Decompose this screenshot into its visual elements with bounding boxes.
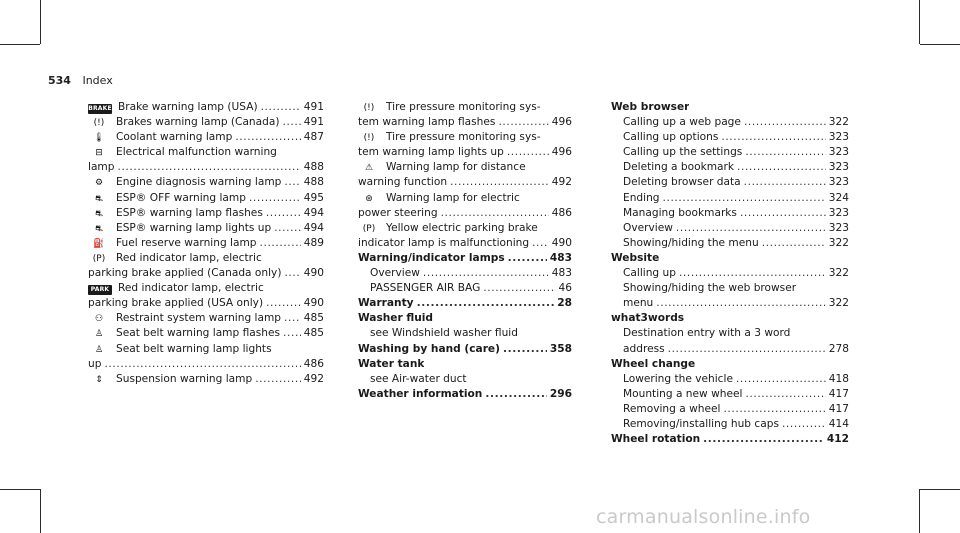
page-reference[interactable]: 358 (549, 342, 572, 355)
index-entry[interactable] (88, 326, 324, 341)
entry-label: Suspension warning lamp (116, 372, 253, 385)
index-entry-continuation (88, 160, 324, 175)
entry-label: Wheel rotation (611, 433, 701, 446)
index-entry[interactable] (611, 266, 849, 281)
dot-leader (782, 417, 826, 432)
dot-leader (284, 266, 300, 281)
tire-pressure-icon: (!) (363, 103, 375, 113)
restraint-icon: ⚇ (94, 314, 104, 325)
index-entry[interactable] (611, 100, 849, 115)
index-entry[interactable] (358, 251, 572, 266)
page-reference[interactable]: 323 (828, 161, 849, 174)
page-reference[interactable]: 496 (551, 116, 572, 129)
dot-leader (740, 206, 826, 221)
tire-pressure-icon: (!) (363, 133, 375, 144)
entry-label: parking brake applied (Canada only) (88, 267, 282, 280)
index-entry-continuation (611, 342, 849, 357)
index-entry-continuation (358, 175, 572, 190)
section-title: Index (82, 74, 113, 87)
crop-mark (920, 44, 960, 45)
index-entry[interactable] (88, 311, 324, 326)
page-reference[interactable]: 492 (303, 372, 324, 385)
watermark: carmanualsonline.info (596, 506, 811, 528)
dot-leader (762, 236, 826, 251)
index-column-1 (88, 100, 324, 387)
index-entry[interactable] (358, 311, 572, 326)
entry-label: Warning lamp for distance (386, 161, 526, 174)
seat-belt-icon: ♙ (94, 329, 104, 340)
index-entry[interactable] (611, 357, 849, 372)
index-entry-continuation (358, 206, 572, 221)
dot-leader (284, 311, 301, 326)
entry-label: Red indicator lamp, electric (118, 282, 264, 295)
entry-label: Calling up options (623, 131, 719, 144)
crop-mark (919, 0, 920, 44)
index-entry[interactable] (611, 191, 849, 206)
index-entry[interactable] (358, 160, 572, 175)
page-reference[interactable]: 491 (303, 116, 324, 129)
entry-label: Washer fluid (358, 312, 434, 325)
page-reference[interactable]: 496 (551, 146, 572, 159)
index-entry[interactable] (358, 372, 572, 387)
page-reference[interactable]: 489 (303, 236, 324, 249)
page-reference[interactable]: 278 (828, 342, 849, 355)
index-entry[interactable] (611, 281, 849, 296)
index-entry[interactable] (611, 206, 849, 221)
page-reference[interactable]: 488 (303, 176, 324, 189)
index-entry[interactable] (611, 251, 849, 266)
entry-label: see Windshield washer fluid (370, 327, 518, 340)
index-entry[interactable] (358, 191, 572, 206)
entry-label: Removing a wheel (623, 402, 721, 415)
index-entry[interactable] (611, 175, 849, 190)
dot-leader (450, 175, 549, 190)
page-reference[interactable]: 485 (303, 312, 324, 325)
dot-leader (745, 387, 825, 402)
page-reference[interactable]: 323 (828, 146, 849, 159)
crop-mark (0, 489, 40, 490)
dot-leader (503, 342, 547, 357)
index-entry[interactable] (88, 191, 324, 206)
entry-label: what3words (611, 312, 685, 325)
fuel-icon: ⛽ (93, 238, 105, 249)
index-entry[interactable] (88, 236, 324, 251)
entry-label: Engine diagnosis warning lamp (116, 176, 282, 189)
page-reference[interactable]: 417 (828, 387, 849, 400)
power-steering-icon: ⊛ (365, 193, 373, 204)
entry-label: Restraint system warning lamp (116, 312, 282, 325)
entry-label: Calling up (623, 267, 676, 280)
index-entry[interactable] (88, 145, 324, 160)
entry-label: Deleting browser data (623, 176, 741, 189)
entry-label: tem warning lamp lights up (358, 146, 504, 159)
dot-leader (261, 100, 301, 115)
index-entry[interactable] (358, 221, 572, 236)
entry-label: Overview (623, 221, 673, 234)
dot-leader (284, 175, 300, 190)
index-column-2 (358, 100, 572, 402)
entry-label: Water tank (358, 357, 425, 370)
entry-label: up (88, 357, 102, 370)
page-reference[interactable]: 485 (303, 327, 324, 340)
entry-label: Showing/hiding the menu (623, 236, 759, 249)
entry-label: Brake warning lamp (USA) (118, 101, 258, 113)
page-reference[interactable]: 412 (826, 433, 849, 446)
entry-label: power steering (358, 206, 438, 219)
index-entry[interactable] (88, 342, 324, 357)
dot-leader (508, 251, 547, 266)
index-entry[interactable] (358, 100, 572, 115)
entry-label: warning function (358, 176, 448, 189)
parking-brake-icon: (P) (92, 253, 106, 264)
page-reference[interactable]: 323 (828, 131, 849, 144)
index-entry[interactable] (611, 432, 849, 447)
dot-leader (266, 296, 301, 311)
entry-label: PASSENGER AIR BAG (370, 282, 481, 295)
page-reference[interactable]: 46 (558, 282, 572, 295)
index-entry-continuation (358, 115, 572, 130)
entry-label: Tire pressure monitoring sys- (386, 131, 541, 144)
page-reference[interactable]: 492 (551, 176, 572, 189)
index-column-3 (611, 100, 849, 447)
dot-leader (249, 191, 301, 206)
crop-mark (0, 44, 40, 45)
dot-leader (676, 221, 826, 236)
entry-label: Removing/installing hub caps (623, 417, 779, 430)
entry-label: address (623, 342, 665, 355)
dot-leader (104, 357, 300, 372)
index-entry[interactable] (358, 266, 572, 281)
entry-label: Web browser (611, 101, 690, 113)
dot-leader (423, 266, 549, 281)
brake-badge-icon: BRAKE (88, 105, 112, 112)
entry-label: Yellow electric parking brake (386, 221, 538, 234)
dot-leader (736, 372, 826, 387)
entry-label: Fuel reserve warning lamp (116, 236, 257, 249)
dot-leader (441, 206, 549, 221)
index-entry[interactable] (611, 130, 849, 145)
index-entry[interactable] (611, 387, 849, 402)
index-entry[interactable] (611, 326, 849, 341)
index-entry[interactable] (611, 372, 849, 387)
suspension-icon: ⇕ (95, 374, 103, 385)
entry-label: Calling up a web page (623, 116, 741, 129)
page-reference[interactable]: 483 (551, 267, 572, 280)
index-entry[interactable] (358, 357, 572, 372)
dot-leader (498, 115, 548, 130)
page-reference[interactable]: 322 (828, 297, 849, 310)
dot-leader (417, 296, 555, 311)
page-header (48, 74, 113, 87)
index-entry[interactable] (88, 130, 324, 145)
brake-circle-icon: (!) (93, 118, 105, 129)
page-reference[interactable]: 28 (557, 297, 572, 310)
seat-belt-icon: ♙ (94, 344, 104, 355)
dot-leader (703, 432, 824, 447)
index-entry[interactable] (88, 206, 324, 221)
entry-label: Lowering the vehicle (623, 372, 733, 385)
entry-label: Warning lamp for electric (386, 191, 520, 204)
esp-icon: ⛐ (95, 223, 103, 234)
index-entry[interactable] (611, 115, 849, 130)
dot-leader (485, 387, 547, 402)
index-entry[interactable] (611, 145, 849, 160)
page-reference[interactable]: 490 (303, 267, 324, 280)
entry-label: Mounting a new wheel (623, 387, 743, 400)
entry-label: Overview (370, 267, 420, 280)
index-entry[interactable] (88, 115, 324, 130)
entry-label: Washing by hand (care) (358, 342, 500, 355)
crop-mark (40, 0, 41, 44)
entry-label: Destination entry with a 3 word (623, 327, 791, 340)
entry-label: indicator lamp is malfunctioning (358, 236, 530, 249)
index-entry[interactable] (611, 236, 849, 251)
page-reference[interactable]: 417 (828, 402, 849, 415)
entry-label: see Air-water duct (370, 372, 467, 385)
entry-label: Coolant warning lamp (116, 131, 233, 144)
entry-label: ESP® warning lamp flashes (116, 206, 263, 219)
dot-leader (283, 326, 301, 341)
entry-label: Warranty (358, 297, 414, 310)
dot-leader (255, 372, 301, 387)
page-reference[interactable]: 414 (828, 417, 849, 430)
index-entry[interactable] (611, 311, 849, 326)
entry-label: ESP® OFF warning lamp (116, 191, 246, 204)
page-number: 534 (48, 74, 71, 87)
entry-label: Website (611, 251, 660, 264)
dot-leader (260, 236, 301, 251)
index-entry[interactable] (611, 417, 849, 432)
park-badge-icon: PARK (88, 285, 112, 295)
battery-icon: ⊟ (95, 148, 103, 159)
dot-leader (721, 130, 825, 145)
dot-leader (274, 221, 301, 236)
page-reference[interactable]: 486 (303, 357, 324, 370)
page-reference[interactable]: 494 (303, 206, 324, 219)
index-entry[interactable] (88, 251, 324, 266)
index-entry-continuation (358, 236, 572, 251)
entry-label: Showing/hiding the web browser (623, 282, 797, 295)
entry-label: Ending (623, 191, 660, 204)
dot-leader (266, 206, 301, 221)
page-reference[interactable]: 323 (828, 176, 849, 189)
index-entry[interactable] (611, 402, 849, 417)
index-entry[interactable] (358, 296, 572, 311)
entry-label: Calling up the settings (623, 146, 743, 159)
index-entry[interactable] (88, 100, 324, 115)
dot-leader (668, 342, 826, 357)
page-reference[interactable]: 486 (551, 206, 572, 219)
page-reference[interactable]: 491 (303, 101, 324, 113)
dot-leader (117, 160, 300, 175)
crop-mark (920, 489, 960, 490)
index-entry[interactable] (88, 372, 324, 387)
page-reference[interactable]: 296 (549, 387, 572, 400)
index-entry[interactable] (358, 281, 572, 296)
entry-label: Red indicator lamp, electric (116, 251, 262, 264)
index-entry-continuation (611, 296, 849, 311)
entry-label: parking brake applied (USA only) (88, 297, 264, 310)
coolant-icon: 🌡 (93, 133, 105, 144)
esp-off-icon: ⛐ (95, 193, 103, 204)
entry-label: Warning/indicator lamps (358, 251, 505, 264)
index-entry-continuation (88, 296, 324, 311)
entry-label: Tire pressure monitoring sys- (386, 101, 541, 113)
index-entry[interactable] (611, 221, 849, 236)
page-reference[interactable]: 323 (828, 206, 849, 219)
page-reference[interactable]: 324 (828, 191, 849, 204)
crop-mark (40, 489, 41, 533)
dot-leader (744, 115, 826, 130)
page-reference[interactable]: 322 (828, 236, 849, 249)
page-reference[interactable]: 495 (303, 191, 324, 204)
dot-leader (507, 145, 549, 160)
dot-leader (235, 130, 300, 145)
entry-label: Weather information (358, 387, 483, 400)
page-reference[interactable]: 488 (303, 161, 324, 174)
page-reference[interactable]: 490 (551, 236, 572, 249)
page-reference[interactable]: 494 (303, 221, 324, 234)
index-entry[interactable] (611, 160, 849, 175)
dot-leader (283, 115, 301, 130)
entry-label: ESP® warning lamp lights up (116, 221, 272, 234)
page-reference[interactable]: 487 (303, 131, 324, 144)
engine-icon: ⚙ (94, 178, 104, 189)
esp-icon: ⛐ (95, 208, 103, 219)
index-entry-continuation (88, 357, 324, 372)
entry-label: Wheel change (611, 357, 696, 370)
dot-leader (723, 402, 825, 417)
page-reference[interactable]: 418 (828, 372, 849, 385)
parking-brake-icon: (P) (362, 223, 376, 234)
index-entry[interactable] (88, 281, 324, 296)
page-reference[interactable]: 322 (828, 116, 849, 129)
dot-leader (679, 266, 826, 281)
dot-leader (745, 145, 825, 160)
entry-label: Managing bookmarks (623, 206, 737, 219)
entry-label: lamp (88, 161, 115, 174)
index-entry[interactable] (358, 326, 572, 341)
index-entry-continuation (358, 145, 572, 160)
dot-leader (532, 236, 549, 251)
entry-label: Brakes warning lamp (Canada) (116, 116, 280, 129)
index-entry[interactable] (88, 175, 324, 190)
entry-label: Seat belt warning lamp lights (116, 342, 272, 355)
index-entry[interactable] (358, 387, 572, 402)
entry-label: Deleting a bookmark (623, 161, 735, 174)
entry-label: Electrical malfunction warning (116, 146, 277, 159)
entry-label: menu (623, 297, 654, 310)
entry-label: Seat belt warning lamp flashes (116, 327, 281, 340)
page-reference[interactable]: 323 (828, 221, 849, 234)
index-entry[interactable] (358, 130, 572, 145)
page-reference[interactable]: 322 (828, 267, 849, 280)
crop-mark (919, 489, 920, 533)
index-entry[interactable] (358, 342, 572, 357)
dot-leader (744, 175, 826, 190)
index-entry-continuation (88, 266, 324, 281)
dot-leader (737, 160, 826, 175)
index-entry[interactable] (88, 221, 324, 236)
entry-label: tem warning lamp flashes (358, 116, 496, 129)
dot-leader (483, 281, 555, 296)
dot-leader (656, 296, 825, 311)
distance-warning-icon: ⚠ (364, 163, 374, 174)
dot-leader (663, 191, 826, 206)
page-reference[interactable]: 483 (549, 251, 572, 264)
page-reference[interactable]: 490 (303, 297, 324, 310)
